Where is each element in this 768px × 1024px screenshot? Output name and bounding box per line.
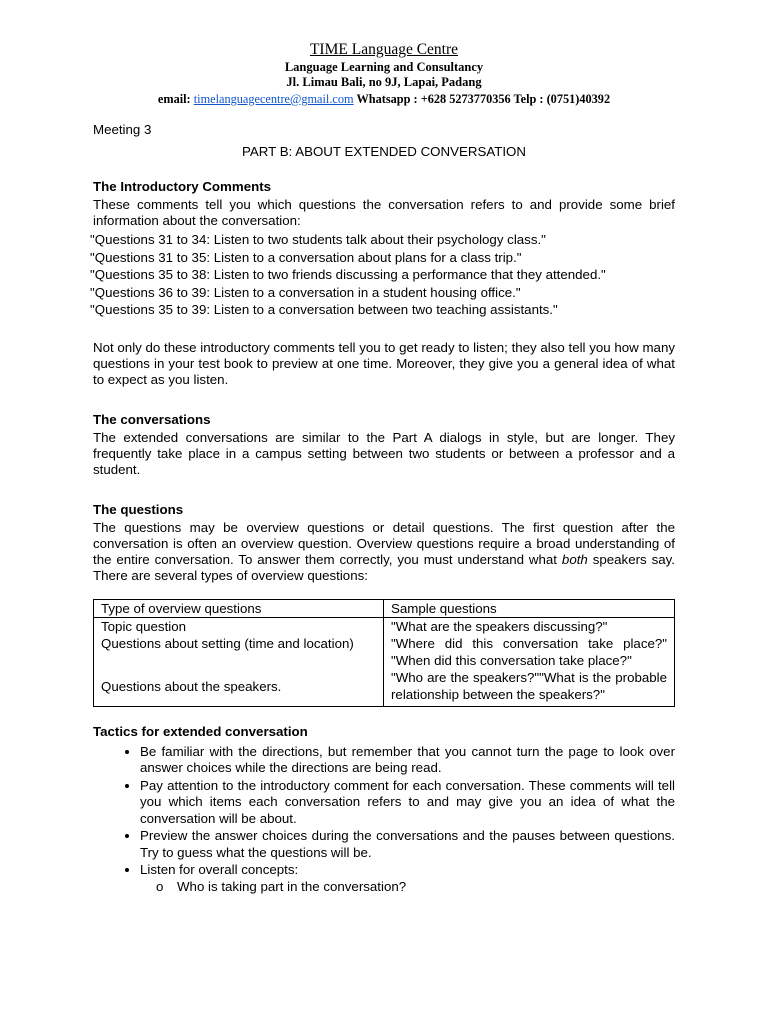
intro-examples: [90, 231, 675, 319]
circle-bullet-icon: o: [156, 878, 164, 894]
sub-list-item-text: Who is taking part in the conversation?: [177, 878, 407, 894]
sub-list: [140, 879, 675, 896]
table-row: [94, 617, 675, 635]
intro-example: "Questions 36 to 39: Listen to a conversation in a student housing office.": [90, 284, 521, 300]
table-cell: Questions about setting (time and location): [94, 635, 384, 669]
questions-text-after: speakers say. There are several types of overview questions:: [93, 551, 675, 583]
questions-text-before: The questions may be overview questions or detail questions. The first question after the conversation is often an overview question. Overview questions require a broad understanding of the entire conversation. To answer them correctly, you must understand what: [93, 519, 675, 567]
intro-example: "Questions 35 to 38: Listen to two friends discussing a performance that they attended.": [90, 267, 606, 283]
conversations-text: The extended conversations are similar to the Part A dialogs in style, but are longer. They frequently take place in a campus setting between two students or between a professor and a student.: [93, 429, 675, 477]
list-item: • Preview the answer choices during the conversations and the pauses between questions. Try to guess what the questions will be.: [140, 828, 675, 861]
centre-name: TIME Language Centre: [309, 41, 459, 58]
intro-heading: The Introductory Comments: [93, 179, 272, 194]
tactics-list: [93, 744, 675, 896]
questions-heading: The questions: [93, 501, 184, 517]
contact-line: [0, 91, 768, 107]
letterhead: [0, 40, 768, 107]
table-cell: Topic question: [94, 617, 384, 635]
tactics-heading: Tactics for extended conversation: [93, 723, 308, 739]
intro-followup: Not only do these introductory comments tell you to get ready to listen; they also tell you how many questions in your test book to preview at one time. Moreover, they give you a general idea of what to expect as you listen.: [93, 339, 675, 387]
email-label: email:: [157, 92, 191, 106]
questions-emphasis: both: [561, 551, 588, 567]
table-cell: "Who are the speakers?""What is the probable relationship between the speakers?": [384, 669, 675, 707]
part-title: PART B: ABOUT EXTENDED CONVERSATION: [242, 144, 526, 159]
table-header-cell: Type of overview questions: [94, 599, 384, 617]
table-row: [94, 669, 675, 707]
intro-text: These comments tell you which questions the conversation refers to and provide some brief information about the conversation:: [93, 197, 675, 228]
intro-example: "Questions 35 to 39: Listen to a conversation between two teaching assistants.": [90, 302, 558, 318]
intro-example: "Questions 31 to 35: Listen to a conversation about plans for a class trip.": [90, 249, 522, 265]
sub-list-item: [156, 879, 675, 896]
list-item: • Pay attention to the introductory comment for each conversation. These comments will tell you which items each conversation refers to and may give you an idea of what the conversation will be about.: [140, 778, 675, 828]
table-cell: "What are the speakers discussing?": [384, 617, 675, 635]
phone-info: Whatsapp : +628 5273770356 Telp : (0751)40392: [356, 92, 611, 106]
questions-text: [93, 520, 675, 584]
list-item: • Be familiar with the directions, but remember that you cannot turn the page to look over answer choices while the directions are being read.: [140, 744, 675, 777]
document-body: [90, 122, 675, 896]
centre-address: Jl. Limau Bali, no 9J, Lapai, Padang: [286, 75, 482, 89]
list-item: [140, 862, 675, 895]
table-header-cell: Sample questions: [384, 599, 675, 617]
conversations-heading: The conversations: [93, 411, 211, 427]
table-header-row: [94, 599, 675, 617]
email-link[interactable]: timelanguagecentre@gmail.com: [193, 92, 354, 106]
table-cell: Questions about the speakers.: [94, 669, 384, 707]
table-row: [94, 635, 675, 669]
centre-subtitle: Language Learning and Consultancy: [284, 60, 484, 74]
overview-questions-table: [93, 599, 675, 707]
meeting-label: Meeting 3: [93, 122, 152, 137]
list-item-text: Listen for overall concepts:: [140, 862, 299, 878]
intro-example: "Questions 31 to 34: Listen to two students talk about their psychology class.": [90, 232, 546, 247]
table-cell: "Where did this conversation take place?" "When did this conversation take place?": [384, 635, 675, 669]
